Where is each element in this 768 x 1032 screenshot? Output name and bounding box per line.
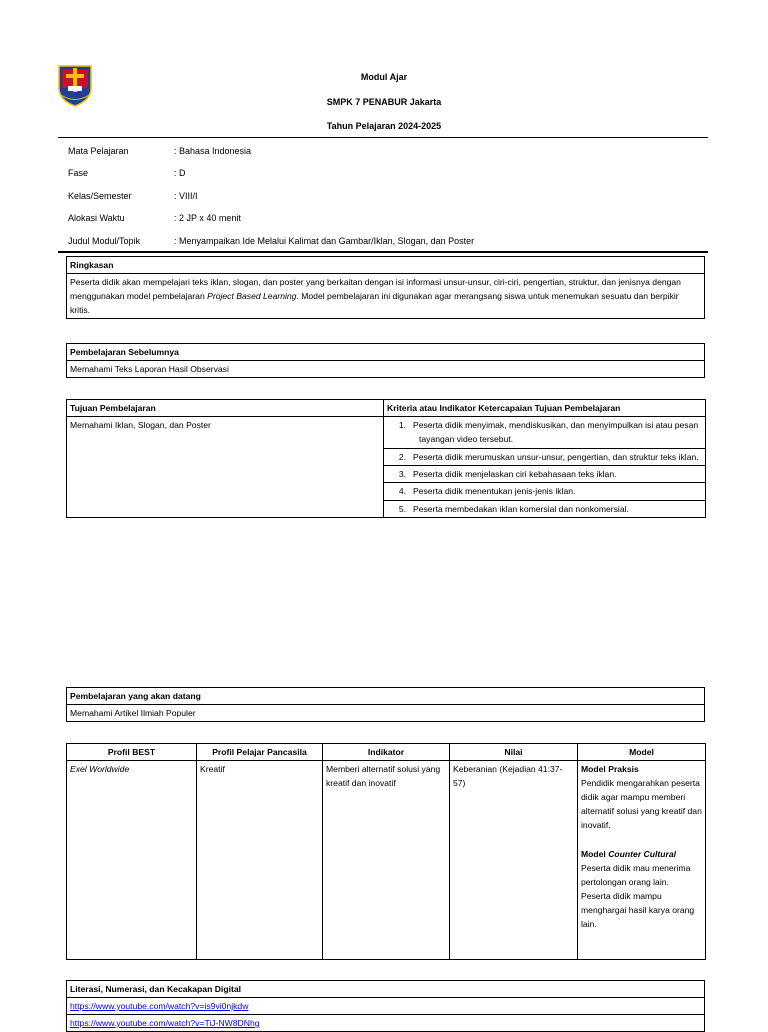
literacy-link-row [67, 998, 705, 1015]
criteria-item [384, 465, 706, 482]
profile-header: Indikator [323, 744, 450, 761]
model-text: Peserta didik mau menerima pertolongan orang lain. [581, 863, 691, 887]
model-title-prefix: Model [581, 849, 609, 859]
info-label: Kelas/Semester [68, 191, 132, 201]
info-value: : Menyampaikan Ide Melalui Kalimat dan Gambar/Iklan, Slogan, dan Poster [174, 236, 475, 246]
objectives-table [66, 399, 706, 518]
criteria-text: Peserta didik menentukan jenis-jenis iklan. [413, 486, 576, 497]
profile-header: Nilai [450, 744, 578, 761]
criteria-header: Kriteria atau Indikator Ketercapaian Tujuan Pembelajaran [384, 400, 706, 417]
criteria-text: Peserta didik menyimak, mendiskusikan, dan menyimpulkan isi atau pesan tayangan video tersebut. [413, 420, 699, 444]
profile-header: Model [578, 744, 706, 761]
summary-text [67, 274, 705, 319]
literacy-title: Literasi, Numerasi, dan Kecakapan Digital [67, 981, 705, 998]
next-learning-text: Memahami Artikel Ilmiah Populer [67, 705, 705, 722]
criteria-number: 3. [398, 468, 406, 479]
profile-table [66, 743, 706, 960]
criteria-text: Peserta didik menjelaskan ciri kebahasaan teks iklan. [413, 468, 617, 479]
literacy-table [66, 980, 705, 1032]
info-label: Judul Modul/Topik [68, 236, 141, 246]
profile-indicator: Memberi alternatif solusi yang kreatif dan inovatif [323, 761, 450, 960]
criteria-item [384, 500, 706, 517]
model-title-italic: Counter Cultural [608, 849, 677, 859]
profile-model [578, 761, 706, 960]
criteria-text: Peserta didik merumuskan unsur-unsur, pengertian, dan struktur teks iklan. [413, 451, 699, 462]
criteria-number: 5. [398, 503, 406, 514]
previous-learning-table [66, 343, 705, 378]
info-rule [58, 251, 708, 253]
next-learning-title: Pembelajaran yang akan datang [67, 688, 705, 705]
info-value: : Bahasa Indonesia [174, 146, 252, 156]
model-title: Model Praksis [581, 764, 639, 774]
model-title [581, 847, 702, 861]
school-name: SMPK 7 PENABUR Jakarta [326, 97, 442, 107]
criteria-text: Peserta membedakan iklan komersial dan nonkomersial. [413, 503, 629, 514]
profile-pancasila: Kreatif [197, 761, 323, 960]
summary-text-part: Peserta didik akan mempelajari teks iklan, slogan, dan poster yang berkaitan dengan isi informasi unsur-unsur, ciri-ciri, pengertian, struktur, dan jenisnya dengan menggunakan model pembelajaran [70, 277, 681, 301]
profile-value: Keberanian (Kejadian 41:37-57) [450, 761, 578, 960]
profile-best: Exel Worldwide [67, 761, 197, 960]
next-learning-table [66, 687, 705, 722]
summary-table [66, 256, 705, 319]
criteria-number: 1. [398, 420, 406, 430]
criteria-number: 4. [398, 486, 406, 497]
criteria-item [384, 417, 706, 449]
objectives-header: Tujuan Pembelajaran [67, 400, 384, 417]
info-label: Fase [68, 168, 89, 178]
info-value: : VIII/I [174, 191, 198, 201]
doc-title: Modul Ajar [360, 72, 408, 82]
info-label: Alokasi Waktu [68, 213, 125, 223]
profile-header: Profil Pelajar Pancasila [197, 744, 323, 761]
previous-learning-title: Pembelajaran Sebelumnya [67, 344, 705, 361]
youtube-link[interactable]: https://www.youtube.com/watch?v=is9vi0njkdw [70, 1001, 249, 1011]
profile-header: Profil BEST [67, 744, 197, 761]
criteria-number: 2. [398, 451, 406, 462]
info-label: Mata Pelajaran [68, 146, 129, 156]
criteria-item [384, 483, 706, 500]
info-value: : D [174, 168, 186, 178]
model-text: Peserta didik mampu menghargai hasil karya orang lain. [581, 891, 695, 929]
criteria-item [384, 448, 706, 465]
summary-title: Ringkasan [67, 257, 705, 274]
literacy-link-row [67, 1015, 705, 1032]
summary-text-italic: Project Based Learning. [207, 291, 299, 301]
info-value: : 2 JP x 40 menit [174, 213, 241, 223]
model-text: Pendidik mengarahkan peserta didik agar mampu memberi alternatif solusi yang kreatif dan inovatif. [581, 778, 702, 830]
header-rule [58, 137, 708, 138]
academic-year: Tahun Pelajaran 2024-2025 [326, 121, 442, 131]
objective-text: Memahami Iklan, Slogan, dan Poster [67, 417, 384, 518]
summary-text-part: Model pembelajaran ini digunakan agar merangsang siswa untuk menemukan sesuatu dan berpikir kritis. [70, 291, 679, 315]
previous-learning-text: Memahami Teks Laporan Hasil Observasi [67, 361, 705, 378]
youtube-link[interactable]: https://www.youtube.com/watch?v=TiJ-NW8DNhg [70, 1018, 260, 1028]
